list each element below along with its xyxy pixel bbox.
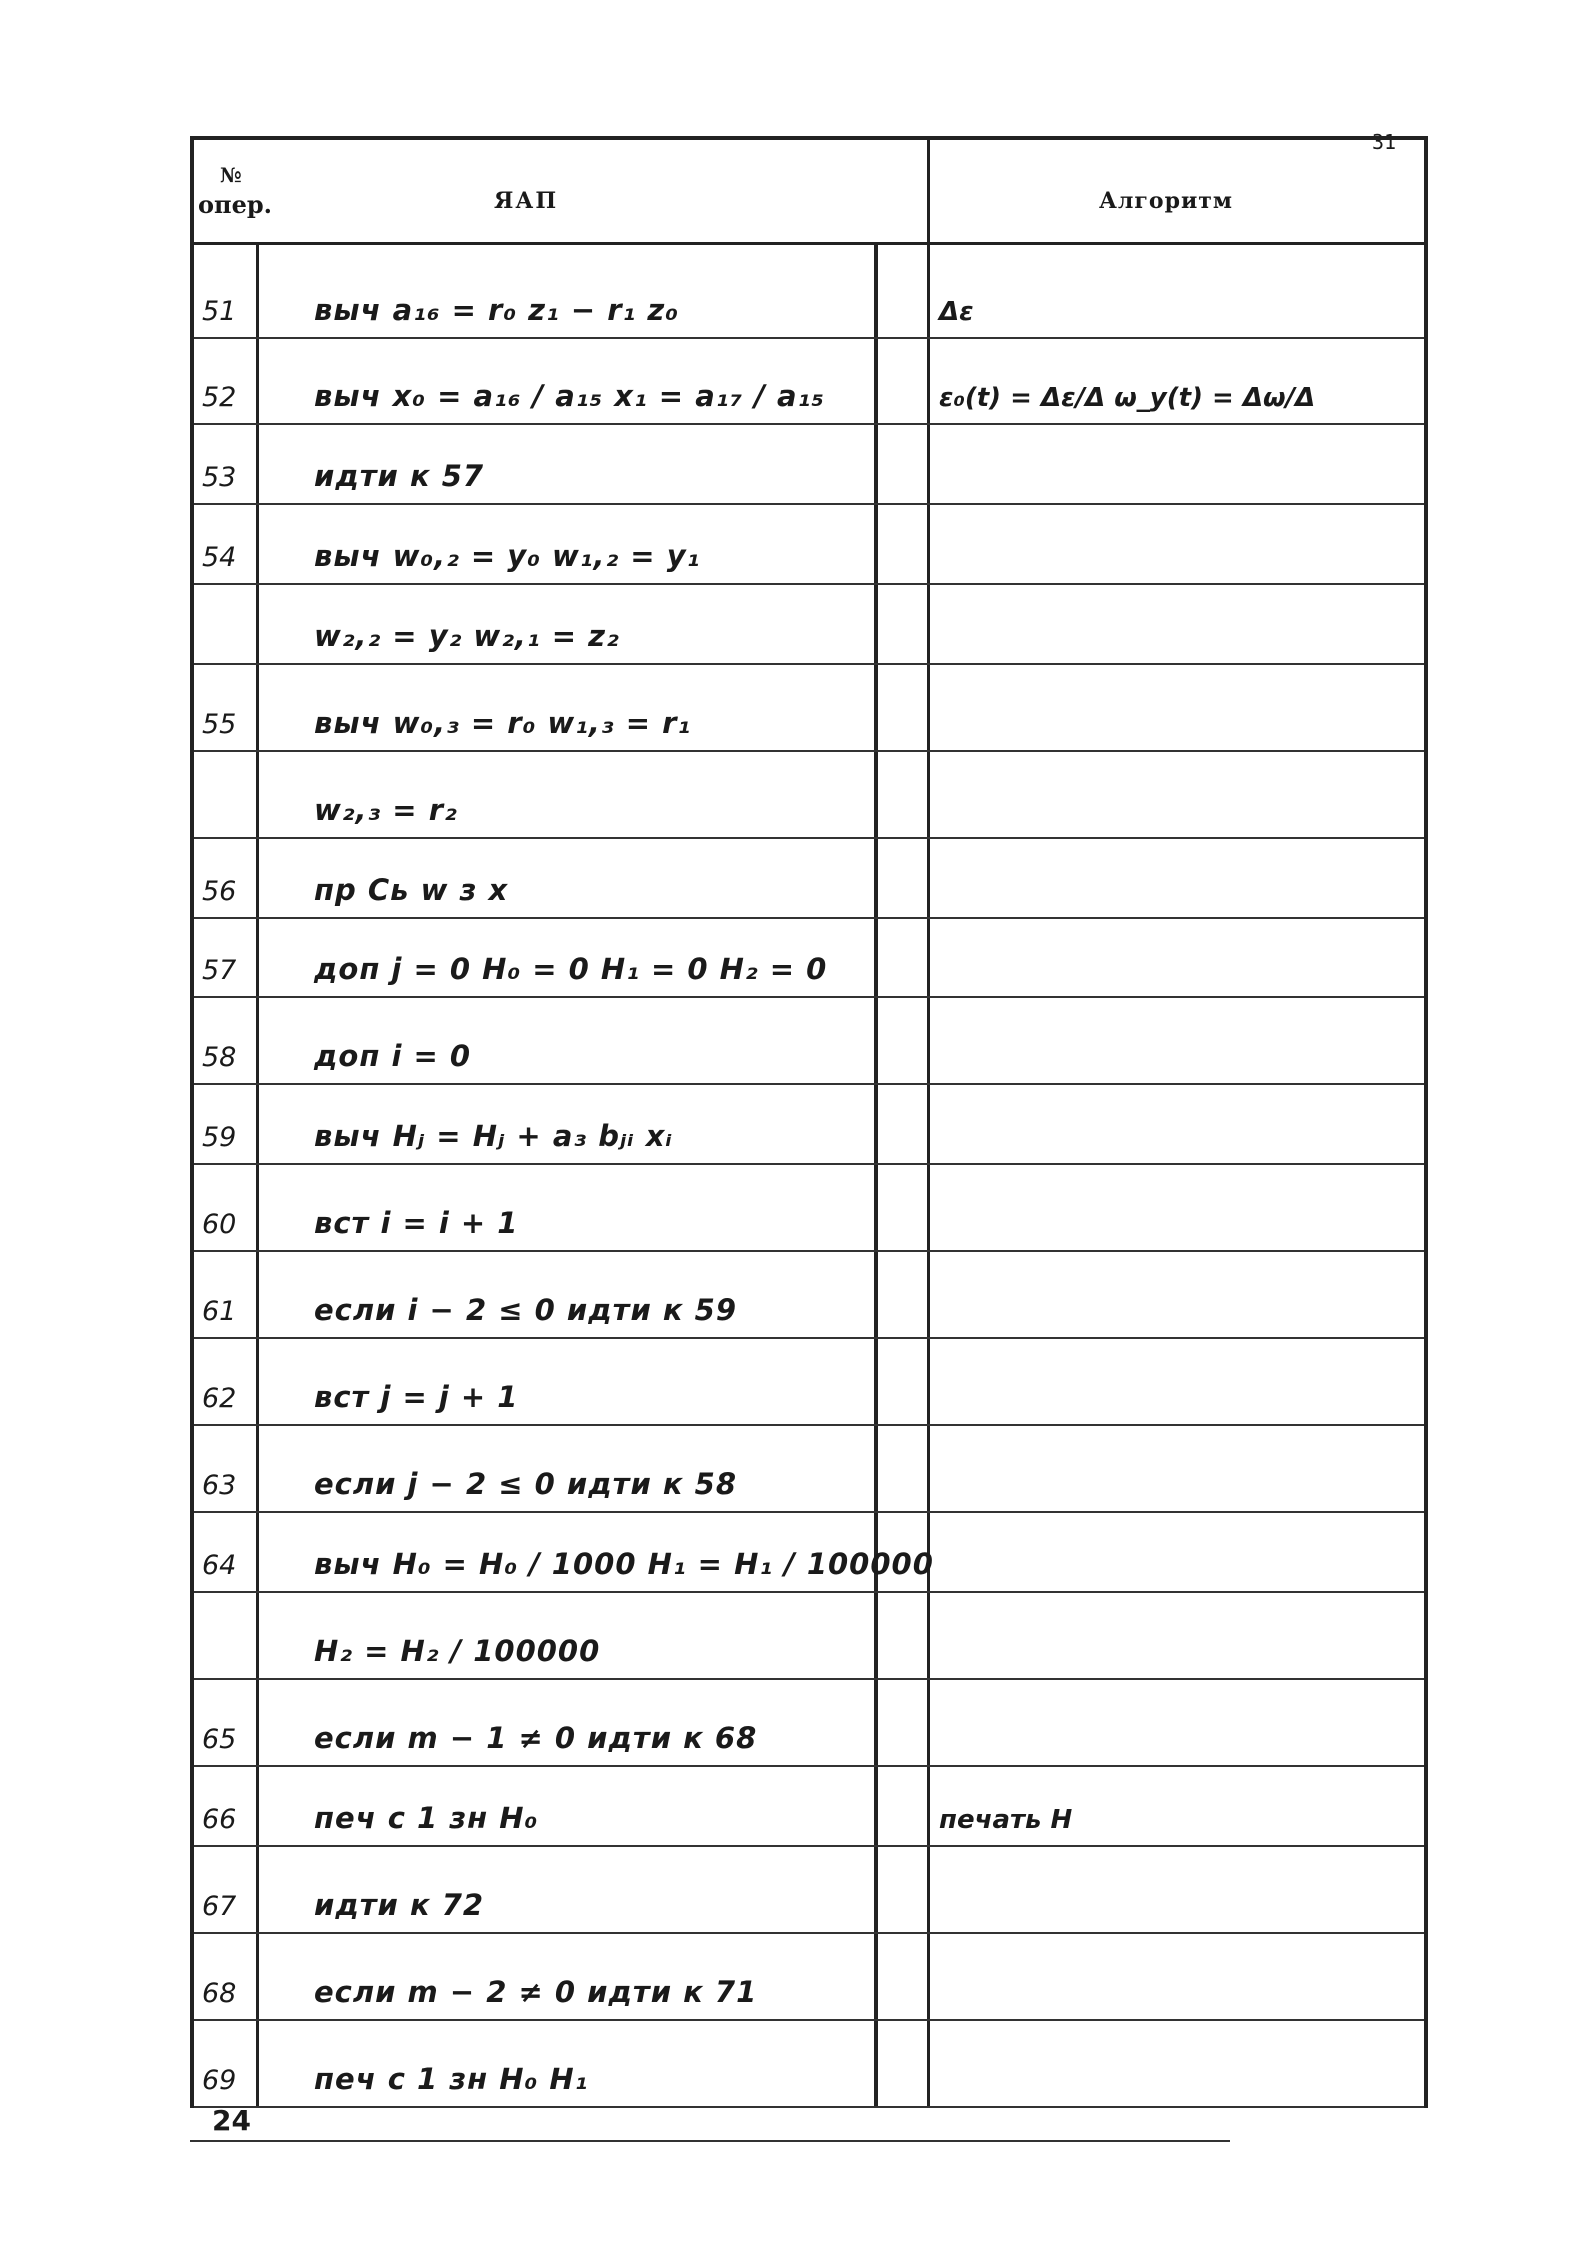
table-row — [194, 1932, 1424, 2021]
row-yap-code: если i − 2 ≤ 0 идти к 59 — [314, 1293, 737, 1327]
row-op-number: 56 — [202, 876, 237, 907]
table-row — [194, 663, 1424, 752]
page-number: 31 — [1372, 130, 1397, 154]
row-yap-code: если j − 2 ≤ 0 идти к 58 — [314, 1467, 737, 1501]
row-yap-code: доп j = 0 H₀ = 0 H₁ = 0 H₂ = 0 — [314, 952, 828, 986]
row-op-number: 55 — [202, 709, 237, 740]
row-yap-code: печ с 1 зн H₀ — [314, 1801, 539, 1835]
table-row — [194, 1678, 1424, 1767]
row-yap-code: вст i = i + 1 — [314, 1206, 519, 1240]
row-op-number: 57 — [202, 955, 237, 986]
row-op-number: 69 — [202, 2065, 237, 2096]
row-yap-code: вст j = j + 1 — [314, 1380, 519, 1414]
table-row — [194, 1765, 1424, 1847]
footer-page-number: 24 — [212, 2104, 251, 2137]
row-algorithm: печать H — [939, 1805, 1073, 1835]
row-op-number: 60 — [202, 1209, 237, 1240]
divider-header — [927, 140, 930, 242]
row-yap-code: w₂,₃ = r₂ — [314, 793, 458, 827]
header-op-number — [198, 160, 272, 220]
table-row — [194, 503, 1424, 585]
row-yap-code: выч Hⱼ = Hⱼ + a₃ bⱼᵢ xᵢ — [314, 1119, 673, 1153]
number-sign: № — [220, 163, 242, 187]
row-op-number: 64 — [202, 1550, 237, 1581]
row-op-number: 65 — [202, 1724, 237, 1755]
row-op-number: 66 — [202, 1804, 237, 1835]
row-yap-code: доп i = 0 — [314, 1039, 472, 1073]
row-yap-code: выч x₀ = a₁₆ / a₁₅ x₁ = a₁₇ / a₁₅ — [314, 379, 825, 413]
table-row — [194, 1163, 1424, 1252]
row-yap-code: идти к 72 — [314, 1888, 485, 1922]
table-row — [194, 1591, 1424, 1680]
table-row — [194, 1845, 1424, 1934]
row-op-number: 53 — [202, 462, 237, 493]
row-algorithm: Δε — [939, 297, 974, 327]
row-op-number: 62 — [202, 1383, 237, 1414]
row-yap-code: выч w₀,₃ = r₀ w₁,₃ = r₁ — [314, 706, 692, 740]
row-yap-code: выч H₀ = H₀ / 1000 H₁ = H₁ / 100000 — [314, 1547, 934, 1581]
row-yap-code: если m − 1 ≠ 0 идти к 68 — [314, 1721, 758, 1755]
table-row — [194, 1337, 1424, 1426]
row-op-number: 63 — [202, 1470, 237, 1501]
header-yap: ЯАП — [494, 188, 559, 214]
row-yap-code: выч w₀,₂ = y₀ w₁,₂ = y₁ — [314, 539, 701, 573]
row-yap-code: пр Cь w з x — [314, 873, 509, 907]
header-op-label: опер. — [198, 190, 272, 219]
row-yap-code: H₂ = H₂ / 100000 — [314, 1634, 601, 1668]
row-op-number: 52 — [202, 382, 237, 413]
row-yap-code: идти к 57 — [314, 459, 485, 493]
table-row — [194, 423, 1424, 505]
table-row — [194, 1083, 1424, 1165]
row-yap-code: если m − 2 ≠ 0 идти к 71 — [314, 1975, 758, 2009]
row-op-number: 51 — [202, 296, 237, 327]
row-yap-code: выч a₁₆ = r₀ z₁ − r₁ z₀ — [314, 293, 679, 327]
row-op-number: 54 — [202, 542, 237, 573]
table-row — [194, 837, 1424, 919]
table-row — [194, 242, 1424, 339]
table-row — [194, 750, 1424, 839]
table-row — [194, 2019, 1424, 2108]
table-row — [194, 337, 1424, 425]
table-row — [194, 996, 1424, 1085]
row-op-number: 61 — [202, 1296, 237, 1327]
row-op-number: 58 — [202, 1042, 237, 1073]
row-op-number: 67 — [202, 1891, 237, 1922]
table-row — [194, 917, 1424, 998]
algorithm-table — [190, 136, 1428, 2108]
row-op-number: 68 — [202, 1978, 237, 2009]
footer-rule — [190, 2140, 1230, 2142]
table-header — [194, 140, 1424, 245]
table-row — [194, 1424, 1424, 1513]
row-op-number: 59 — [202, 1122, 237, 1153]
header-algorithm: Алгоритм — [1099, 188, 1234, 214]
row-yap-code: печ с 1 зн H₀ H₁ — [314, 2062, 589, 2096]
table-row — [194, 1511, 1424, 1593]
row-yap-code: w₂,₂ = y₂ w₂,₁ = z₂ — [314, 619, 620, 653]
table-row — [194, 583, 1424, 665]
table-row — [194, 1250, 1424, 1339]
row-algorithm: ε₀(t) = Δε/Δ ω_y(t) = Δω/Δ — [939, 383, 1316, 413]
